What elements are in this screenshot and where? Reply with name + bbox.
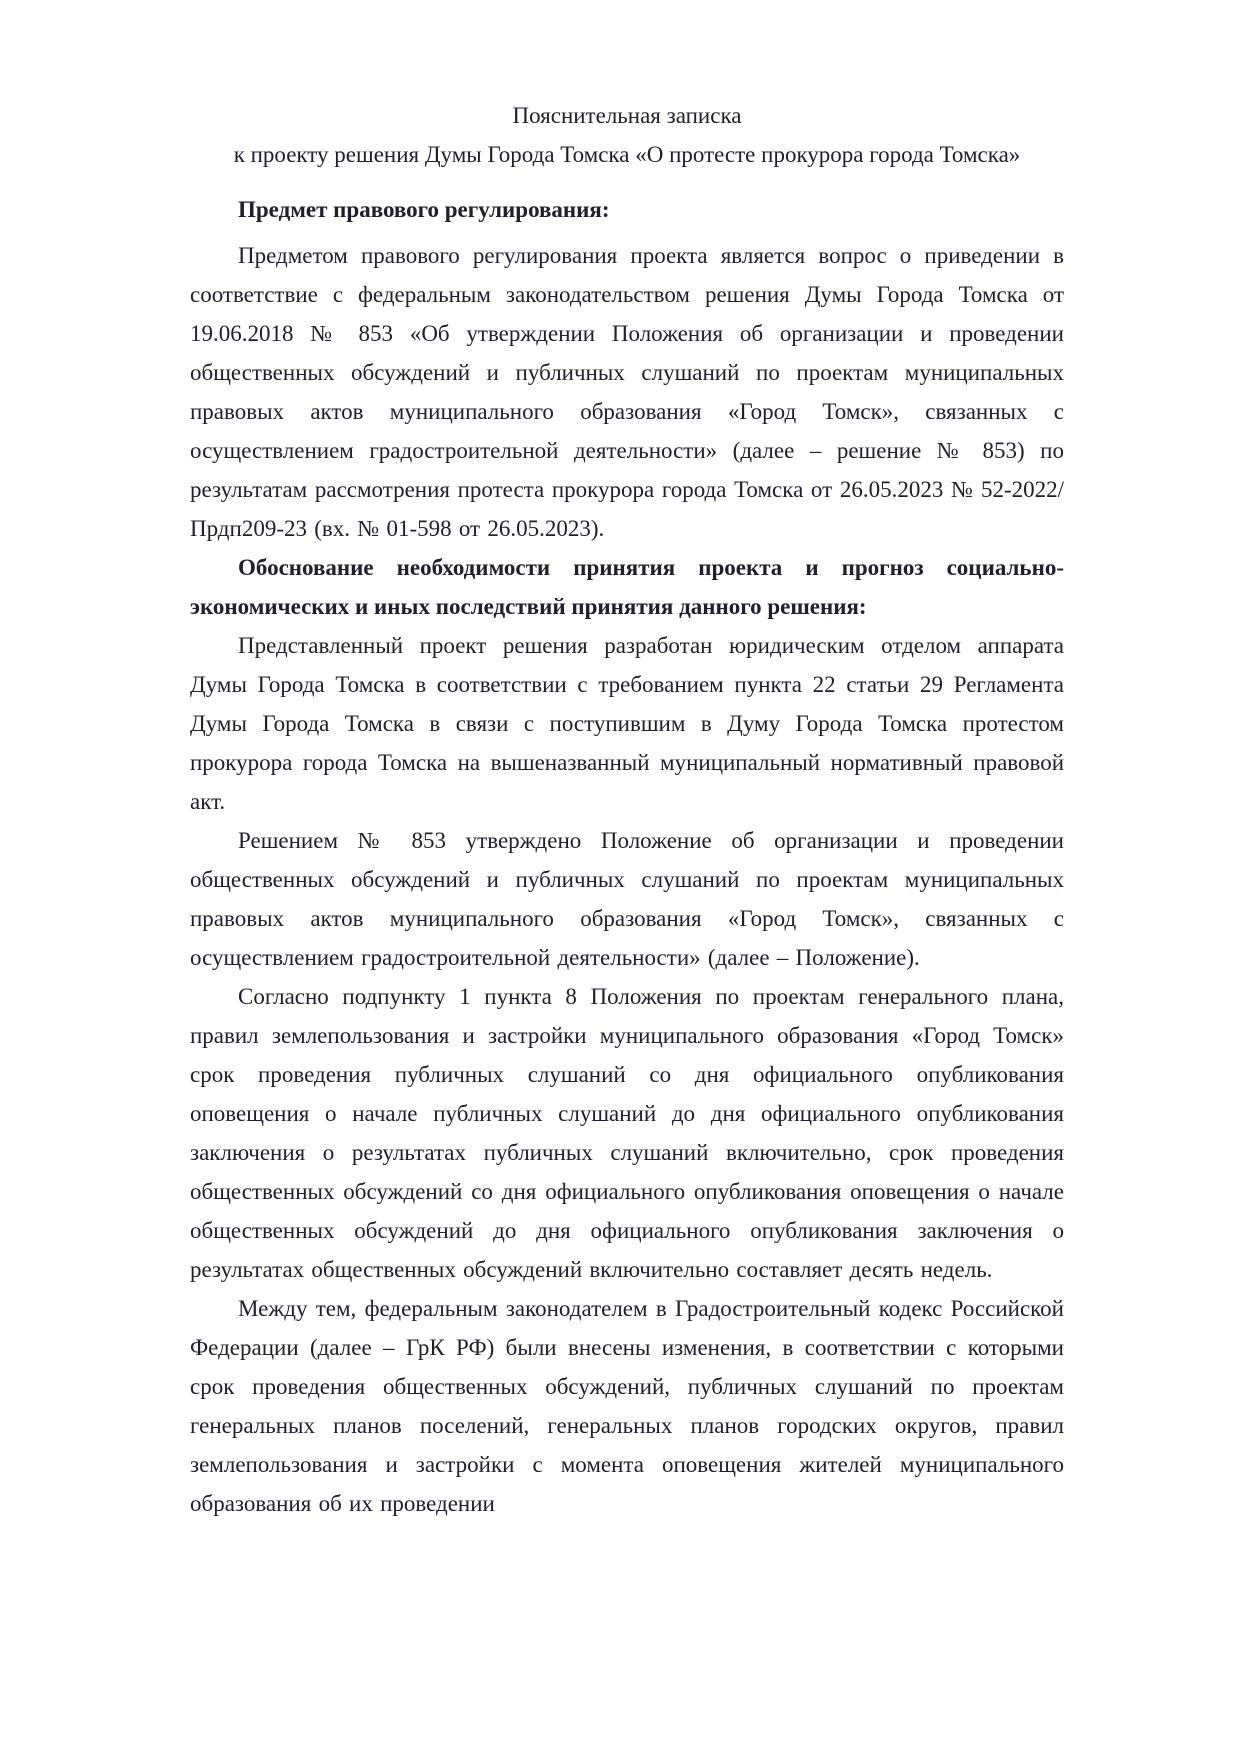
section-heading-subject-of-regulation: Предмет правового регулирования: [238, 197, 610, 222]
document-subtitle: к проекту решения Думы Города Томска «О протесте прокурора города Томска» [233, 142, 1021, 167]
paragraph-decision-853-approved: Решением № 853 утверждено Положение об организации и проведении общественных обсуждений и публичных слушаний по проектам муниципальных правовых актов муниципального образования «Город Томск», связанных с осуществлением градостроительной деятельности» (далее – Положение). [190, 828, 1064, 970]
paragraph-federal-legislator-changes: Между тем, федеральным законодателем в Градостроительный кодекс Российской Федерации (далее – ГрК РФ) были внесены изменения, в соответствии с которыми срок проведения общественных обсуждений, публичных слушаний по проектам генеральных планов поселений, генеральных планов городских округов, правил землепользования и застройки с момента оповещения жителей муниципального образования об их проведении [190, 1296, 1064, 1516]
paragraph-subject-of-regulation: Предметом правового регулирования проекта является вопрос о приведении в соответствие с федеральным законодательством решения Думы Города Томска от 19.06.2018 № 853 «Об утверждении Положения об организации и проведении общественных обсуждений и публичных слушаний по проектам муниципальных правовых актов муниципального образования «Город Томск», связанных с осуществлением градостроительной деятельности» (далее – решение № 853) по результатам рассмотрения протеста прокурора города Томска от 26.05.2023 № 52-2022/Прдп209-23 (вх. № 01-598 от 26.05.2023). [190, 243, 1064, 541]
section-heading-justification: Обоснование необходимости принятия проекта и прогноз социально-экономических и иных последствий принятия данного решения: [190, 555, 1064, 619]
paragraph-project-developed-by: Представленный проект решения разработан юридическим отделом аппарата Думы Города Томска в соответствии с требованием пункта 22 статьи 29 Регламента Думы Города Томска в связи с поступившим в Думу Города Томска протестом прокурора города Томска на вышеназванный муниципальный нормативный правовой акт. [190, 633, 1064, 814]
paragraph-subclause-1-clause-8: Согласно подпункту 1 пункта 8 Положения по проектам генерального плана, правил землепользования и застройки муниципального образования «Город Томск» срок проведения публичных слушаний со дня официального опубликования оповещения о начале публичных слушаний до дня официального опубликования заключения о результатах публичных слушаний включительно, срок проведения общественных обсуждений со дня официального опубликования оповещения о начале общественных обсуждений до дня официального опубликования заключения о результатах общественных обсуждений включительно составляет десять недель. [190, 984, 1064, 1282]
document-title: Пояснительная записка [512, 103, 742, 128]
